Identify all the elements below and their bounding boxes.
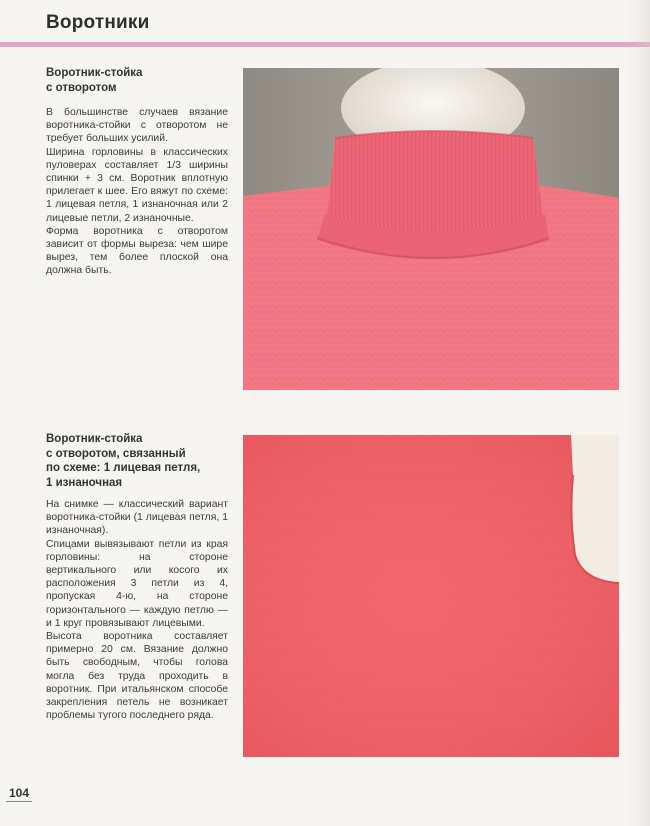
paragraph: Форма воротника с отворотом зависит от формы выреза: чем шире вырез, тем более плоской она должна быть. <box>46 225 228 277</box>
section-heading-line: Воротник-стойка <box>46 433 143 445</box>
section-body-1 <box>46 106 228 278</box>
section-heading-line: с отворотом, связанный <box>46 447 186 460</box>
section-heading-1 <box>46 66 142 95</box>
page-number: 104 <box>6 786 32 802</box>
fabric-illustration <box>243 435 619 757</box>
turtleneck-photo <box>243 68 619 390</box>
section-heading-line: по схеме: 1 лицевая петля, <box>46 462 201 474</box>
paragraph: В большинстве случаев вязание воротника-стойки с отворотом не требует больших усилий. <box>46 107 228 145</box>
section-heading-2 <box>46 432 200 490</box>
paragraph: Ширина горловины в классических пуловерах составляет 1/3 ширины спинки + 3 см. Воротник вплотную прилегает к шее. Его вяжут по схеме: 1 лицевая петля, 1 изнаночная или 2 лицевые петли, 2 изнаночные. <box>46 146 228 224</box>
paragraph: На снимке — классический вариант воротника-стойки (1 лицевая петля, 1 изнаночная). <box>46 499 228 537</box>
section-heading-line: Воротник-стойка <box>46 67 143 79</box>
section-heading-line: 1 изнаночная <box>46 476 123 489</box>
fabric-photo <box>243 435 619 757</box>
section-heading-line: с отворотом <box>46 81 117 94</box>
header-divider <box>0 42 650 47</box>
paragraph: Спицами вывязывают петли из края горловины: на стороне вертикального или косого их расположения 3 петли из 4, пропуская 4-ю, на стороне горизонтального — каждую петлю — и 1 круг провязывают лицевыми. <box>46 538 228 629</box>
turtleneck-illustration <box>243 68 619 390</box>
page-gutter-shadow <box>626 0 650 826</box>
paragraph: Высота воротника составляет примерно 20 см. Вязание должно быть свободным, чтобы голова могла без труда проходить в воротник. При итальянском способе закрепления петель не возникает проблемы тугого последнего ряда. <box>46 631 228 722</box>
section-body-2 <box>46 498 228 722</box>
page-title: Воротники <box>46 12 150 33</box>
